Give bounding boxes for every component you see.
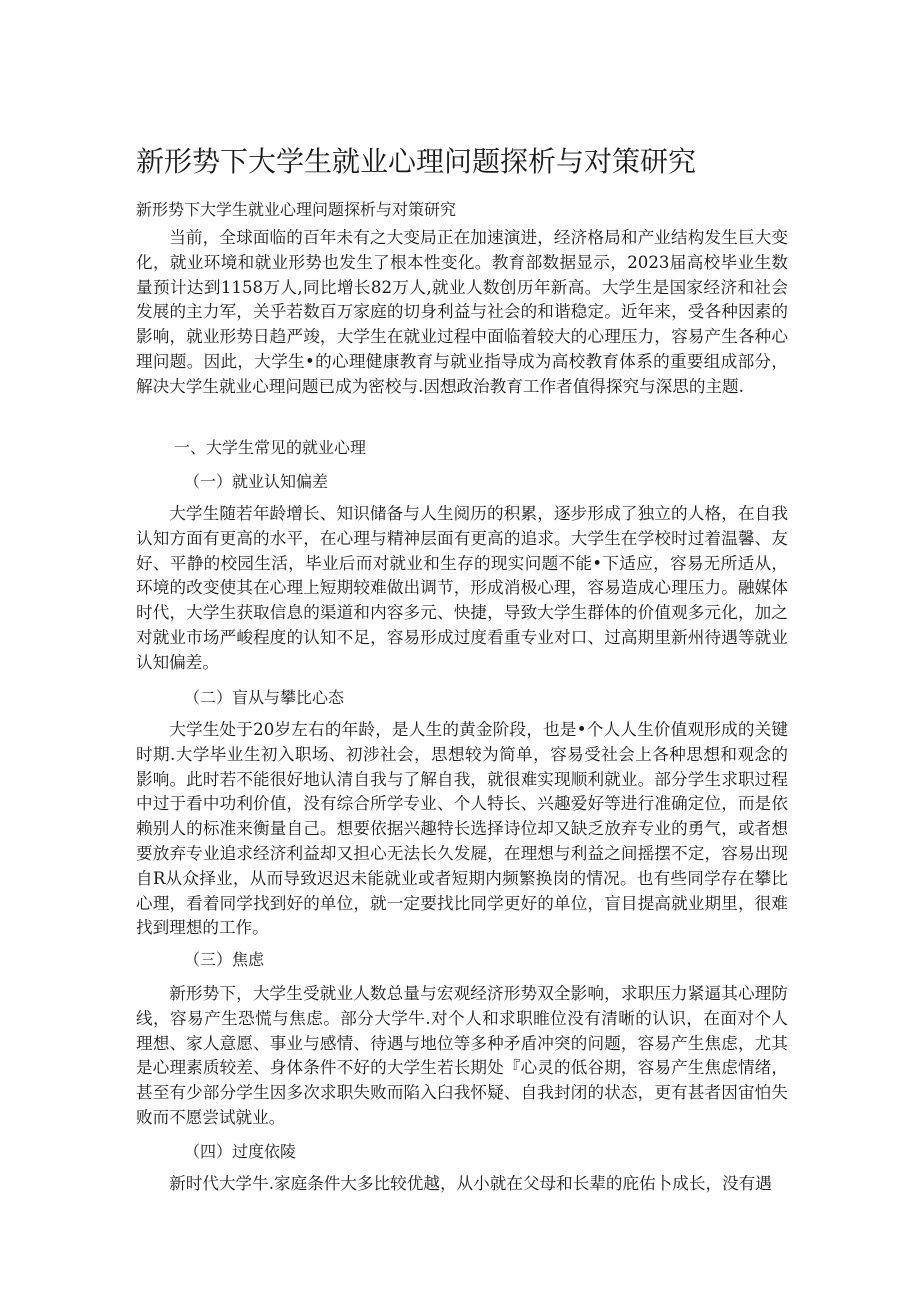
subsection-heading-2: （二）盲从与攀比心态 [184,688,345,707]
intro-paragraph: 当前，全球面临的百年未有之大变局正在加速演进，经济格局和产业结构发生巨大变化，就业环境和就业形势也发生了根本性变化。教育部数据显示，2023届高校毕业生数量预计达到1158万人,同比增长82万人,就业人数创历年新高。大学生是国家经济和社会发展的主力军，关乎若数百万家庭的切身利益与社会的和谐稳定。近年来，受各种因素的影响，就业形势日趋严竣，大学生在就业过程中面临着较大的心理压力，容易产生各种心理问题。因此，大学生•的心理健康教育与就业指导成为高校教育体系的重要组成部分，解决大学生就业心理问题已成为密校与.因想政治教育工作者值得探究与深思的主题. [136,228,788,396]
document-title: 新形势下大学生就业心理问题探析与对策研究 [136,145,697,178]
subsection-heading-1: （一）就业认知偏差 [184,472,329,491]
subsection-heading-3: （三）焦虑 [184,950,265,969]
subsection-paragraph-1: 大学生随若年龄增长、知识储备与人生阅历的积累，逐步形成了独立的人格，在自我认知方面有更高的水平，在心理与精神层面有更高的追求。大学生在学校时过着温馨、友好、平静的校园生活，毕业后而对就业和生存的现实问题不能•下适应，容易无所适从，环境的改变使其在心理上短期较难做出调节，形成消极心理，容易造成心理压力。融媒体时代，大学生获取信息的渠道和内容多元、快捷，导致大学生群体的价值观多元化，加之对就业市场严峻程度的认知不足，容易形成过度看重专业对口、过高期里新州待遇等就业认知偏差。 [136,504,788,672]
subsection-paragraph-3: 新形势下，大学生受就业人数总量与宏观经济形势双全影响，求职压力紧逼其心理防线，容易产生恐慌与焦虑。部分大学牛.对个人和求职睢位没有清晰的认识，在面对个人理想、家人意愿、事业与感情、待遇与地位等多种矛盾冲突的问题，容易产生焦虑，尤其是心理素质较差、身体条件不好的大学生若长期处『心灵的低谷期，容易产生焦虑情绪，甚至有少部分学生因多次求职失败而陷入臼我怀疑、自我封闭的状态，更有甚者因宙怕失败而不愿尝试就业。 [136,984,788,1127]
subsection-paragraph-4: 新时代大学牛.家庭条件大多比较优越，从小就在父母和长辈的庇佑卜成长，没有遇 [169,1174,772,1193]
subsection-heading-4: （四）过度依陵 [184,1142,297,1161]
document-subtitle: 新形势下大学生就业心理问题探析与对策研究 [136,200,457,219]
subsection-paragraph-2: 大学生处于20岁左右的年龄，是人生的黄金阶段，也是•个人人生价值观形成的关键时期.大学毕业生初入职场、初涉社会，思想较为简单，容易受社会上各种思想和观念的影响。此时若不能很好地认清自我与了解自我，就很难实现顺利就业。部分学生求职过程中过于看中功利价值，没有综合所学专业、个人特长、兴趣爱好等进行准确定位，而是依赖别人的标准来衡量自己。想要依据兴趣特长选择诗位却又缺乏放弃专业的勇气，或者想要放弃专业追求经济利益却又担心无法长久发屣，在理想与利益之间摇摆不定，容易出现自R从众择业，从而导致迟迟未能就业或者短期内频繁换岗的情况。也有些同学存在攀比心理，看着同学找到好的单位，就一定要找比同学更好的单位，盲目提高就业期里，很难找到理想的工作。 [136,720,788,938]
section-heading-1: 一、大学生常见的就业心理 [174,438,367,457]
